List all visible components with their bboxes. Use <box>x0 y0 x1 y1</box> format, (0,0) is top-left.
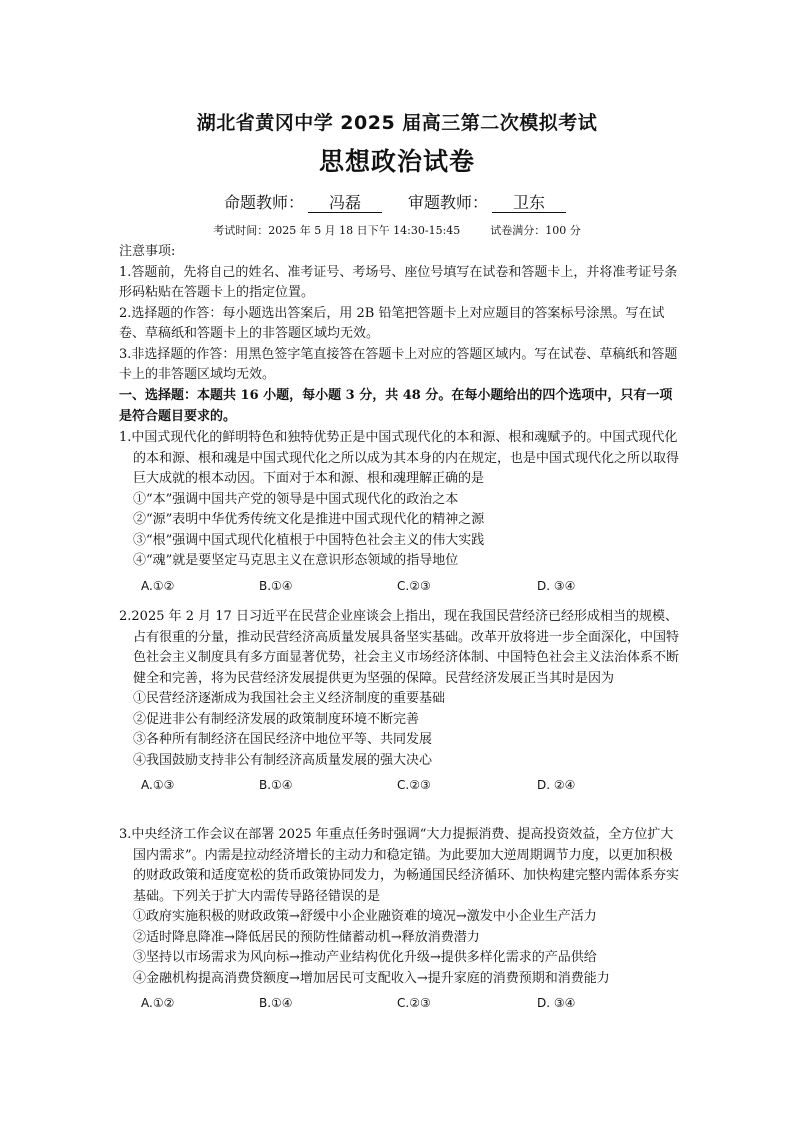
answer-choices <box>119 993 679 1013</box>
teachers-line <box>0 190 794 213</box>
choice-c: C.②③ <box>397 996 431 1010</box>
section-heading <box>119 386 679 427</box>
question-option: ①政府实施积极的财政政策→舒缓中小企业融资难的境况→激发中小企业生产活力 <box>133 909 597 924</box>
notice-heading: 注意事项: <box>119 244 176 259</box>
question-stem: 3.中央经济工作会议在部署 2025 年重点任务时强调“大力提振消费、提高投资效益，全方位扩大国内需求”。内需是拉动经济增长的主动力和稳定锚。为此要加大逆周期调节力度，以更加积极的财政政策和适度宽松的货币政策协同发力，为畅通国民经济循环、加快构建完整内需体系夯实基础。下列关于扩大内需传导路径错误的是 <box>119 827 680 904</box>
question-option: ①民营经济逐渐成为我国社会主义经济制度的重要基础 <box>133 691 446 706</box>
section-heading-text: 一、选择题：本题共 16 小题，每小题 3 分，共 48 分。在每小题给出的四个选项中，只有一项是符合题目要求的。 <box>119 388 673 424</box>
choice-a: A.①③ <box>141 778 175 792</box>
question-option: ③“根”强调中国式现代化植根于中国特色社会主义的伟大实践 <box>133 532 485 548</box>
question-3 <box>119 825 679 1013</box>
choice-d: D. ③④ <box>537 578 576 593</box>
full-score: 试卷满分：100 分 <box>490 224 581 237</box>
exam-subject: 思想政治试卷 <box>318 147 475 176</box>
reviewer-name: 卫东 <box>492 194 566 213</box>
question-option: ②适时降息降准→降低居民的预防性储蓄动机→释放消费潜力 <box>133 929 480 945</box>
question-option: ③坚持以市场需求为风向标→推动产业结构优化升级→提供多样化需求的产品供给 <box>133 950 597 965</box>
question-option: ④“魂”就是要坚定马克思主义在意识形态领域的指导地位 <box>133 553 459 568</box>
setter-name: 冯磊 <box>308 194 382 213</box>
choice-b: B.①④ <box>259 778 293 792</box>
choice-c: C.②③ <box>397 778 431 792</box>
choice-d: D. ③④ <box>537 996 576 1010</box>
question-option: ③各种所有制经济在国民经济中地位平等、共同发展 <box>133 732 433 747</box>
question-option: ②“源”表明中华优秀传统文化是推进中国式现代化的精神之源 <box>133 512 485 527</box>
notice-block <box>119 242 679 386</box>
choice-b: B.①④ <box>259 578 293 593</box>
question-option: ④金融机构提高消费贷额度→增加居民可支配收入→提升家庭的消费预期和消费能力 <box>133 970 610 986</box>
choice-a: A.①② <box>141 996 175 1010</box>
notice-item: 2.选择题的作答：每小题选出答案后，用 2B 铅笔把答题卡上对应题目的答案标号涂黑。写在试卷、草稿纸和答题卡上的非答题区域均无效。 <box>119 305 665 341</box>
reviewer-label: 审题教师： <box>408 193 489 212</box>
answer-choices <box>119 576 679 596</box>
question-stem: 2.2025 年 2 月 17 日习近平在民营企业座谈会上指出，现在我国民营经济已经形成相当的规模、占有很重的分量，推动民营经济高质量发展具备坚实基础。改革开放将进一步全面深化，中国特色社会主义制度具有多方面显著优势，社会主义市场经济体制、中国特色社会主义法治体系不断健全和完善，将为民营经济发展提供更为坚强的保障。民营经济发展正当其时是因为 <box>119 609 680 686</box>
setter-label: 命题教师： <box>223 193 304 212</box>
choice-a: A.①② <box>141 578 175 593</box>
exam-title: 湖北省黄冈中学 2025 届高三第二次模拟考试 <box>196 112 598 134</box>
choice-c: C.②③ <box>397 578 431 593</box>
notice-item: 1.答题前，先将自己的姓名、准考证号、考场号、座位号填写在试卷和答题卡上，并将准考证号条形码粘贴在答题卡上的指定位置。 <box>119 264 678 300</box>
exam-time: 考试时间：2025 年 5 月 18 日下午 14:30-15:45 <box>213 224 461 237</box>
choice-d: D. ②④ <box>537 778 576 792</box>
notice-item: 3.非选择题的作答：用黑色签字笔直接答在答题卡上对应的答题区域内。写在试卷、草稿纸和答题卡上的非答题区域均无效。 <box>119 346 678 382</box>
exam-info-line <box>0 222 794 238</box>
question-stem: 1.中国式现代化的鲜明特色和独特优势正是中国式现代化的本和源、根和魂赋予的。中国式现代化的本和源、根和魂是中国式现代化之所以成为其本身的内在规定，也是中国式现代化之所以取得巨大成就的根本动因。下面对于本和源、根和魂理解正确的是 <box>119 430 680 486</box>
question-option: ②促进非公有制经济发展的政策制度环境不断完善 <box>133 711 420 727</box>
question-option: ①“本”强调中国共产党的领导是中国式现代化的政治之本 <box>133 491 459 507</box>
choice-b: B.①④ <box>259 996 293 1010</box>
question-2 <box>119 607 679 795</box>
answer-choices <box>119 775 679 795</box>
question-1 <box>119 428 679 596</box>
question-option: ④我国鼓励支持非公有制经济高质量发展的强大决心 <box>133 752 433 768</box>
